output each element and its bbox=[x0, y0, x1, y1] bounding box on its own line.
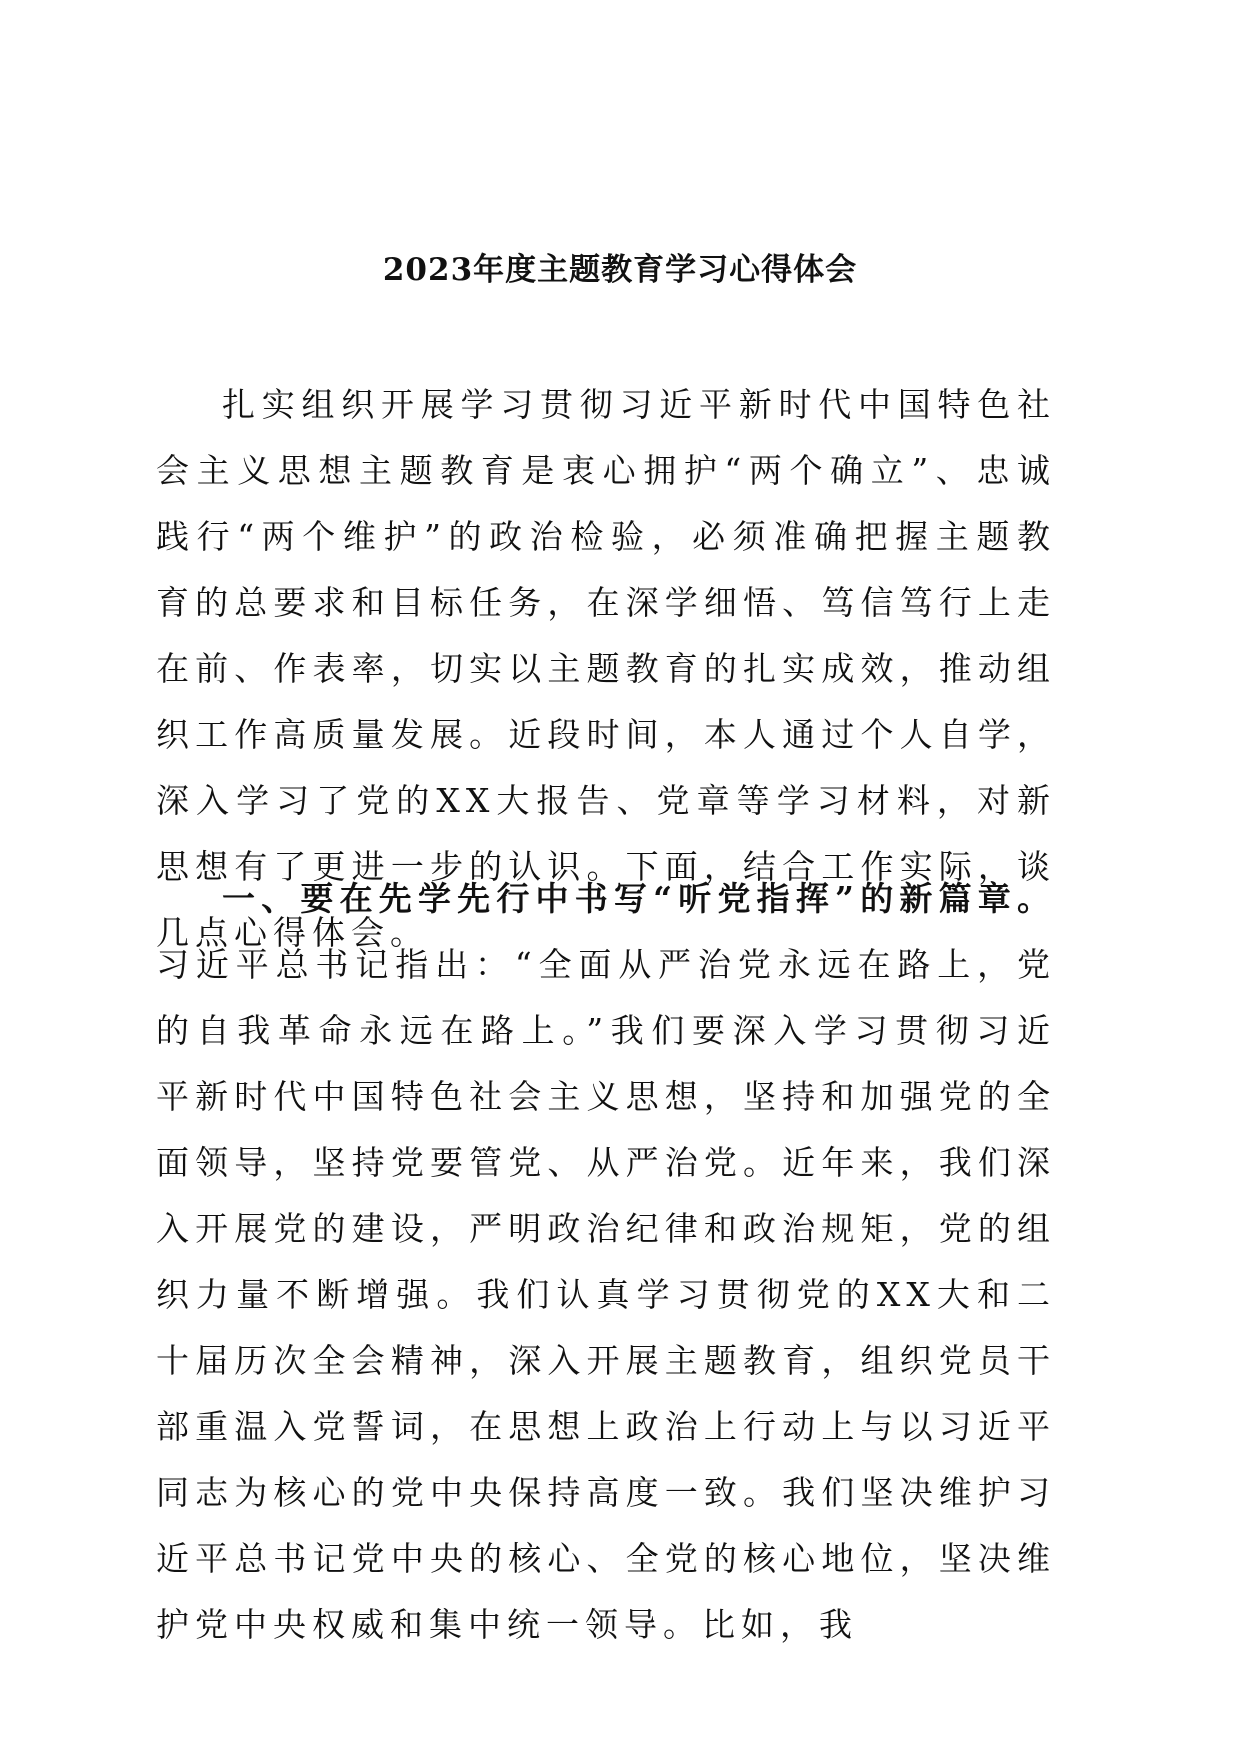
section-1-paragraph bbox=[156, 866, 1056, 1658]
section-1-body: 习近平总书记指出：“全面从严治党永远在路上，党的自我革命永远在路上。”我们要深入学习贯彻习近平新时代中国特色社会主义思想，坚持和加强党的全面领导，坚持党要管党、从严治党。近年来，我们深入开展党的建设，严明政治纪律和政治规矩，党的组织力量不断增强。我们认真学习贯彻党的XX大和二十届历次全会精神，深入开展主题教育，组织党员干部重温入党誓词，在思想上政治上行动上与以习近平同志为核心的党中央保持高度一致。我们坚决维护习近平总书记党中央的核心、全党的核心地位，坚决维护党中央权威和集中统一领导。比如，我 bbox=[156, 945, 1056, 1644]
document-title: 2023年度主题教育学习心得体会 bbox=[382, 252, 858, 288]
section-1-heading: 一、要在先学先行中书写“听党指挥”的新篇章。 bbox=[222, 879, 1056, 918]
intro-paragraph: 扎实组织开展学习贯彻习近平新时代中国特色社会主义思想主题教育是衷心拥护“两个确立”、忠诚践行“两个维护”的政治检验，必须准确把握主题教育的总要求和目标任务，在深学细悟、笃信笃行上走在前、作表率，切实以主题教育的扎实成效，推动组织工作高质量发展。近段时间，本人通过个人自学，深入学习了党的XX大报告、党章等学习材料，对新思想有了更进一步的认识。下面，结合工作实际，谈几点心得体会。 bbox=[156, 385, 1056, 952]
